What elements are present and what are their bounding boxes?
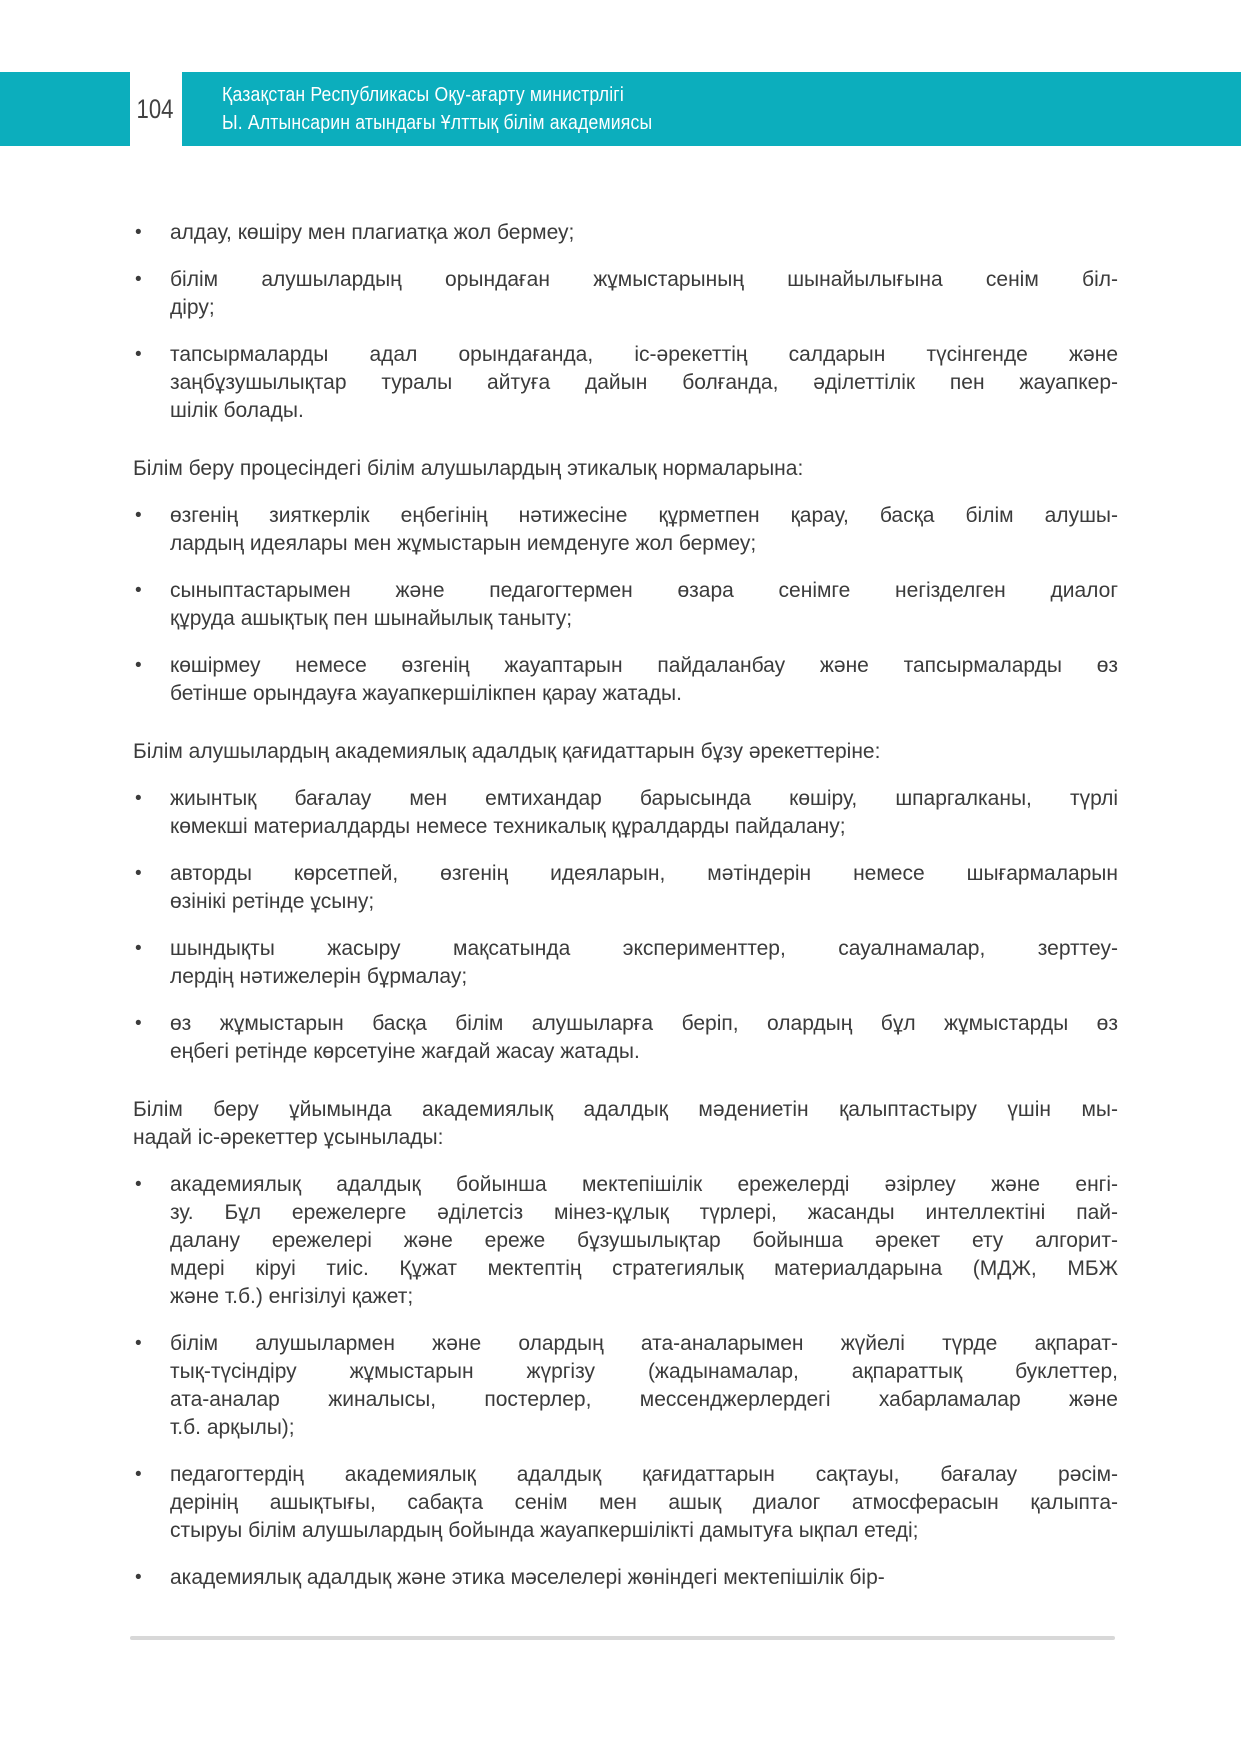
bullet-marker-icon: • [135, 505, 142, 526]
bullet-marker-icon: • [135, 938, 142, 959]
text-line: көмекші материалдарды немесе техникалық құралдарды пайдалану; [170, 815, 846, 838]
text-line: бетінше орындауға жауапкершілікпен қарау жатады. [170, 682, 682, 705]
paragraph [133, 738, 1118, 766]
text-line: және т.б.) енгізілуі қажет; [170, 1285, 414, 1308]
bullet-item [133, 935, 1118, 991]
bullet-item [133, 652, 1118, 708]
text-line: білім алушылардың орындаған жұмыстарының шынайылығына сенім біл- [170, 268, 1118, 291]
text-line: құруда ашықтық пен шынайылық таныту; [170, 607, 573, 630]
text-line: Білім беру ұйымында академиялық адалдық мәдениетін қалыптастыру үшін мы- [133, 1098, 1118, 1121]
bullet-item [133, 1461, 1118, 1545]
text-line: авторды көрсетпей, өзгенің идеяларын, мәтіндерін немесе шығармаларын [170, 862, 1118, 885]
bullet-item [133, 219, 1118, 247]
paragraph [133, 1096, 1118, 1152]
header-band [0, 72, 1241, 146]
bullet-item [133, 341, 1118, 425]
text-line: зу. Бұл ережелерге әділетсіз мінез-құлық түрлері, жасанды интеллектіні пай- [170, 1201, 1118, 1224]
bullet-item [133, 1171, 1118, 1311]
text-line: алдау, көшіру мен плагиатқа жол бермеу; [170, 221, 575, 244]
page-number: 104 [136, 93, 174, 124]
paragraph [133, 455, 1118, 483]
header-band-main [182, 72, 1241, 146]
text-line: стыруы білім алушылардың бойында жауапкершілікті дамытуға ықпал етеді; [170, 1519, 919, 1542]
bullet-item [133, 502, 1118, 558]
bullet-marker-icon: • [135, 1333, 142, 1354]
footer-divider [130, 1636, 1115, 1640]
text-line: тапсырмаларды адал орындағанда, іс-әрекеттің салдарын түсінгенде және [170, 343, 1118, 366]
bullet-item [133, 1330, 1118, 1442]
bullet-item [133, 785, 1118, 841]
bullet-item [133, 1010, 1118, 1066]
bullet-item [133, 577, 1118, 633]
text-line: діру; [170, 296, 215, 319]
bullet-marker-icon: • [135, 863, 142, 884]
bullet-marker-icon: • [135, 655, 142, 676]
text-line: сыныптастарымен және педагогтермен өзара сенімге негізделген диалог [170, 579, 1118, 602]
bullet-marker-icon: • [135, 1174, 142, 1195]
text-line: өзінікі ретінде ұсыну; [170, 890, 375, 913]
text-line: ата-аналар жиналысы, постерлер, мессенджерлердегі хабарламалар және [170, 1388, 1118, 1411]
header-title-line-1: Қазақстан Республикасы Оқу-ағарту министрлігі [222, 83, 624, 106]
content-blocks [133, 219, 1118, 1611]
bullet-item [133, 1564, 1118, 1592]
text-line: тық-түсіндіру жұмыстарын жүргізу (жадынамалар, ақпараттық буклеттер, [170, 1360, 1118, 1383]
text-line: заңбұзушылықтар туралы айтуға дайын болғанда, әділеттілік пен жауапкер- [170, 371, 1118, 394]
text-line: далану ережелері және ереже бұзушылықтар бойынша әрекет ету алгорит- [170, 1229, 1118, 1252]
text-line: т.б. арқылы); [170, 1416, 295, 1439]
text-line: лердің нәтижелерін бұрмалау; [170, 965, 468, 988]
text-line: дерінің ашықтығы, сабақта сенім мен ашық диалог атмосферасын қалыпта- [170, 1491, 1118, 1514]
text-line: надай іс-әрекеттер ұсынылады: [133, 1126, 444, 1149]
text-line: шілік болады. [170, 399, 304, 422]
text-line: Білім беру процесіндегі білім алушылардың этикалық нормаларына: [133, 457, 804, 480]
header-title-line-2: Ы. Алтынсарин атындағы Ұлттық білім академиясы [222, 110, 653, 134]
bullet-marker-icon: • [135, 344, 142, 365]
text-line: өзгенің зияткерлік еңбегінің нәтижесіне құрметпен қарау, басқа білім алушы- [170, 504, 1118, 527]
bullet-marker-icon: • [135, 222, 142, 243]
text-line: Білім алушылардың академиялық адалдық қағидаттарын бұзу әрекеттеріне: [133, 740, 881, 763]
bullet-marker-icon: • [135, 788, 142, 809]
bullet-marker-icon: • [135, 1464, 142, 1485]
text-line: академиялық адалдық және этика мәселелері жөніндегі мектепішілік бір- [170, 1566, 885, 1589]
text-line: көшірмеу немесе өзгенің жауаптарын пайдаланбау және тапсырмаларды өз [170, 654, 1118, 677]
text-line: педагогтердің академиялық адалдық қағидаттарын сақтауы, бағалау рәсім- [170, 1463, 1118, 1486]
text-line: академиялық адалдық бойынша мектепішілік ережелерді әзірлеу және енгі- [170, 1173, 1118, 1196]
text-line: жиынтық бағалау мен емтихандар барысында көшіру, шпаргалканы, түрлі [170, 787, 1118, 810]
bullet-marker-icon: • [135, 1013, 142, 1034]
text-line: шындықты жасыру мақсатында эксперименттер, сауалнамалар, зерттеу- [170, 937, 1118, 960]
bullet-item [133, 266, 1118, 322]
header-band-left-block [0, 72, 130, 146]
bullet-item [133, 860, 1118, 916]
text-line: лардың идеялары мен жұмыстарын иемденуге жол бермеу; [170, 532, 757, 555]
bullet-marker-icon: • [135, 580, 142, 601]
bullet-marker-icon: • [135, 1567, 142, 1588]
text-line: еңбегі ретінде көрсетуіне жағдай жасау жатады. [170, 1040, 640, 1063]
text-line: мдері кіруі тиіс. Құжат мектептің стратегиялық материалдарына (МДЖ, МБЖ [170, 1257, 1118, 1280]
text-line: өз жұмыстарын басқа білім алушыларға беріп, олардың бұл жұмыстарды өз [170, 1012, 1118, 1035]
bullet-marker-icon: • [135, 269, 142, 290]
text-line: білім алушылармен және олардың ата-аналарымен жүйелі түрде ақпарат- [170, 1332, 1118, 1355]
